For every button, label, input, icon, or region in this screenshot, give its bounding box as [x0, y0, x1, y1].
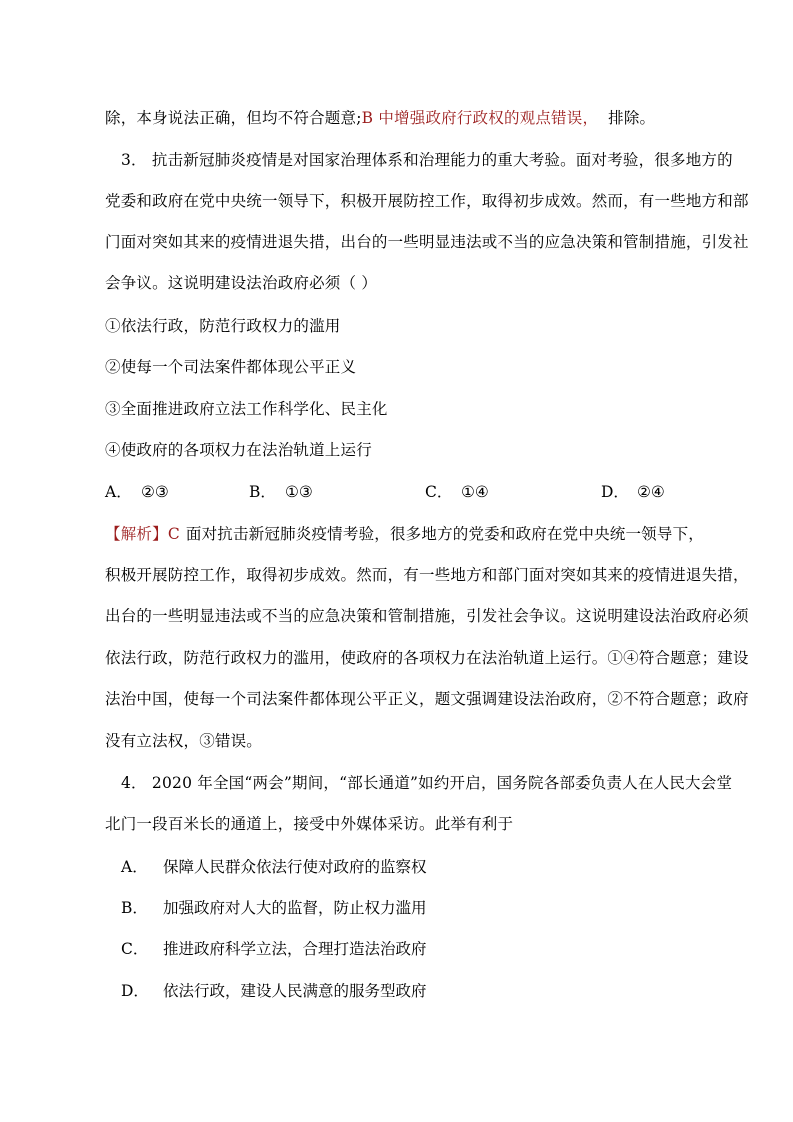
- q4-option-b[interactable]: [121, 898, 427, 918]
- q3-analysis-line-4: 依法行政，防范行政权力的滥用，使政府的各项权力在法治轨道上运行。①④符合题意；建设: [105, 649, 749, 667]
- q3-option-d-value: ②④: [637, 483, 665, 501]
- q3-option-a-value: ②③: [141, 483, 169, 501]
- q3-analysis-first-line: [105, 524, 725, 544]
- q4-option-b-text: 加强政府对人大的监督，防止权力滥用: [163, 899, 427, 917]
- q3-stem-line-4: 会争议。这说明建设法治政府必须（ ）: [105, 274, 378, 292]
- q3-stem-line-2: 党委和政府在党中央统一领导下，积极开展防控工作，取得初步成效。然而，有一些地方和部: [105, 192, 749, 210]
- q4-option-c[interactable]: [121, 939, 427, 959]
- q3-option-b[interactable]: [249, 482, 313, 502]
- q4-stem-line-1: 4． 2020 年全国“两会”期间，“部长通道”如约开启，国务院各部委负责人在人民大会堂: [121, 774, 733, 792]
- q4-option-c-label: C．: [121, 940, 149, 958]
- q3-item-4: ④使政府的各项权力在法治轨道上运行: [105, 441, 372, 459]
- prev-analysis-line: [105, 108, 725, 128]
- q3-analysis-line-2: 积极开展防控工作，取得初步成效。然而，有一些地方和部门面对突如其来的疫情进退失措，: [105, 566, 749, 584]
- q3-option-c-label: C．: [425, 483, 453, 501]
- q3-option-c[interactable]: [425, 482, 489, 502]
- q3-option-b-label: B．: [249, 483, 276, 501]
- q4-option-a-label: A．: [121, 858, 148, 876]
- analysis-answer: C: [167, 525, 180, 543]
- q3-analysis-line-6: 没有立法权，③错误。: [105, 732, 263, 750]
- q3-item-3: ③全面推进政府立法工作科学化、民主化: [105, 400, 388, 418]
- q4-option-d-text: 依法行政，建设人民满意的服务型政府: [163, 982, 427, 1000]
- prev-analysis-text-a: 除，本身说法正确，但均不符合题意;: [105, 109, 362, 127]
- q3-item-1: ①依法行政，防范行政权力的滥用: [105, 317, 341, 335]
- q4-option-b-label: B．: [121, 899, 148, 917]
- q3-option-c-value: ①④: [461, 483, 489, 501]
- q3-item-2: ②使每一个司法案件都体现公平正义: [105, 358, 357, 376]
- q3-stem-line-1: 3． 抗击新冠肺炎疫情是对国家治理体系和治理能力的重大考验。面对考验，很多地方的: [121, 151, 733, 169]
- prev-analysis-text-b: B 中增强政府行政权的观点错误，: [361, 109, 599, 127]
- analysis-first-text: 面对抗击新冠肺炎疫情考验，很多地方的党委和政府在党中央统一领导下，: [185, 525, 704, 543]
- q3-stem-line-3: 门面对突如其来的疫情进退失措，出台的一些明显违法或不当的应急决策和管制措施，引发社: [105, 233, 749, 251]
- q3-analysis-line-5: 法治中国，使每一个司法案件都体现公平正义，题文强调建设法治政府，②不符合题意；政府: [105, 690, 749, 708]
- q4-option-d[interactable]: [121, 981, 427, 1001]
- q3-option-a-label: A．: [105, 483, 132, 501]
- q3-option-b-value: ①③: [285, 483, 313, 501]
- q3-options: [105, 482, 705, 502]
- prev-analysis-text-c: 排除。: [608, 109, 656, 127]
- q4-stem-line-2: 北门一段百米长的通道上，接受中外媒体采访。此举有利于: [105, 815, 514, 833]
- q4-option-a[interactable]: [121, 857, 427, 877]
- q3-analysis-line-3: 出台的一些明显违法或不当的应急决策和管制措施，引发社会争议。这说明建设法治政府必须: [105, 607, 749, 625]
- q4-option-d-label: D．: [121, 982, 149, 1000]
- q4-option-a-text: 保障人民群众依法行使对政府的监察权: [163, 858, 427, 876]
- q3-option-d-label: D．: [601, 483, 629, 501]
- analysis-tag: 【解析】: [105, 525, 168, 543]
- q4-option-c-text: 推进政府科学立法，合理打造法治政府: [163, 940, 427, 958]
- q3-option-d[interactable]: [601, 482, 665, 502]
- q3-option-a[interactable]: [105, 482, 169, 502]
